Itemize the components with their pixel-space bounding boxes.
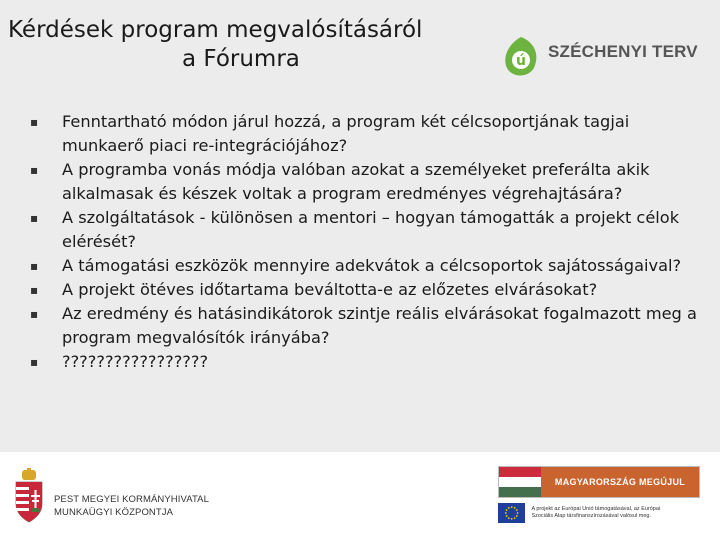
list-item-text: A programba vonás módja valóban azokat a személyeket preferálta akik alkalmasak és készek voltak a program eredményes végrehajtására?: [62, 160, 650, 203]
eu-notice-text: [531, 506, 698, 520]
bullet-icon: ▪: [30, 211, 39, 225]
brand-name: SZÉCHENYI TERV: [548, 42, 698, 61]
renewal-label: MAGYARORSZÁG MEGÚJUL: [541, 467, 699, 497]
list-item-text: Fenntartható módon járul hozzá, a program két célcsoportjának tagjai munkaerő piaci re-integrációjához?: [62, 112, 630, 155]
slide-title: [0, 16, 480, 74]
eu-funding-notice: [498, 502, 698, 524]
szechenyi-leaf-icon: [498, 34, 544, 80]
question-list: [28, 110, 698, 374]
list-item-text: Az eredmény és hatásindikátorok szintje reális elvárásokat fogalmazott meg a program megvalósítók irányába?: [62, 304, 697, 347]
list-item: [28, 206, 698, 254]
list-item: [28, 158, 698, 206]
bullet-icon: ▪: [30, 355, 39, 369]
list-item-text: A projekt ötéves időtartama beváltotta-e az előzetes elvárásokat?: [62, 280, 598, 299]
list-item: [28, 350, 698, 374]
hungarian-flag-icon: [499, 467, 541, 497]
list-item: [28, 254, 698, 278]
brand-mark-letter: ú: [516, 53, 526, 69]
eu-notice-line-2: Szociális Alap társfinanszírozásával valósul meg.: [531, 513, 651, 519]
hungarian-coat-of-arms-icon: [10, 468, 48, 526]
eu-notice-line-1: A projekt az Európai Unió támogatásával, az Európai: [531, 506, 661, 512]
list-item-text: A támogatási eszközök mennyire adekvátok a célcsoportok sajátosságaival?: [62, 256, 682, 275]
office-name-line-1: PEST MEGYEI KORMÁNYHIVATAL: [54, 494, 209, 505]
title-line-1: Kérdések program megvalósításáról: [8, 17, 423, 43]
list-item-text: A szolgáltatások - különösen a mentori – hogyan támogatták a projekt célok elérését?: [62, 208, 680, 251]
bullet-icon: ▪: [30, 115, 39, 129]
list-item: [28, 278, 698, 302]
bullet-icon: ▪: [30, 283, 39, 297]
title-line-2: a Fórumra: [182, 46, 300, 72]
office-name: [54, 493, 209, 519]
list-item: [28, 302, 698, 350]
list-item-text: ?????????????????: [62, 352, 209, 371]
bullet-icon: ▪: [30, 259, 39, 273]
eu-flag-icon: [498, 503, 525, 523]
list-item: [28, 110, 698, 158]
office-name-line-2: MUNKAÜGYI KÖZPONTJA: [54, 507, 174, 518]
renewal-badge: [498, 466, 700, 498]
bullet-icon: ▪: [30, 307, 39, 321]
bullet-icon: ▪: [30, 163, 39, 177]
